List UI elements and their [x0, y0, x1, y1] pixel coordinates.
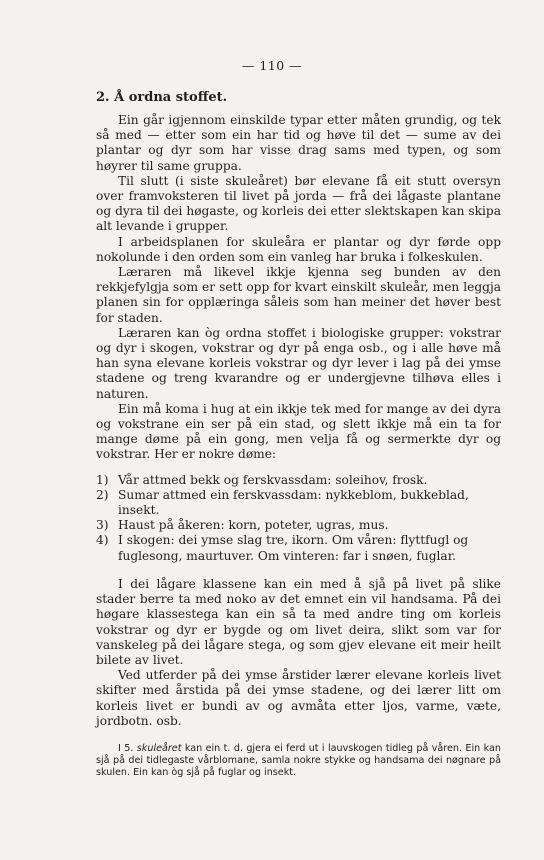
list-item — [96, 518, 501, 533]
list-item — [96, 473, 501, 488]
footnote — [96, 743, 501, 780]
list-number: 4) — [96, 533, 109, 548]
list-item — [96, 533, 501, 563]
footnote-term: skuleåret — [136, 742, 182, 754]
paragraph: Ein går igjennom einskilde typar etter måten grundig, og tek så med — etter som ein har tid og høve til det — sume av dei plantar og dyr som har visse drag sams med typen, og som høyrer til same gruppa. — [96, 113, 501, 173]
list-text: Haust på åkeren: korn, poteter, ugras, mus. — [118, 518, 389, 533]
list-number: 1) — [96, 472, 109, 487]
list-text: I skogen: dei ymse slag tre, ikorn. Om våren: flyttfugl og fuglesong, maurtuver. Om vinteren: far i snøen, fuglar. — [118, 533, 469, 563]
footnote-text: kan ein t. d. gjera ei ferd ut i lauvskogen tidleg på våren. Ein kan sjå på dei tidlegaste vårblomane, samla nokre stykke og handsama dei nøgnare på skulen. Ein kan òg sjå på fuglar og insekt. — [96, 742, 501, 779]
footnote-prefix: I 5. — [118, 742, 134, 754]
paragraph: I arbeidsplanen for skuleåra er plantar og dyr førde opp nokolunde i den orden som ein vanleg har bruka i folkeskulen. — [96, 234, 501, 264]
example-list — [96, 473, 501, 564]
paragraph: Læraren må likevel ikkje kjenna seg bunden av den rekkjefylgja som er sett opp for kvart einskilt skuleår, men leggja planen sin for opplæringa såleis som han meiner det høver best for staden. — [96, 265, 501, 325]
list-number: 3) — [96, 518, 109, 533]
list-text: Sumar attmed ein ferskvassdam: nykkeblom, bukkeblad, insekt. — [118, 487, 469, 518]
paragraph: Læraren kan òg ordna stoffet i biologiske grupper: vokstrar og dyr i skogen, vokstrar og dyr på enga osb., og i alle høve må han syna elevane korleis vokstrar og dyr lever i lag på dei ymse stadene og treng kvarandre og er undergjevne tilhøva elles i naturen. — [96, 325, 501, 401]
page-body — [96, 90, 501, 780]
paragraph: Ved utferder på dei ymse årstider lærer elevane korleis livet skifter med årstida på dei ymse stadene, og dei lærer litt om korleis livet er bundi av og avmåta etter ljos, varme, væte, jordbotn. osb. — [96, 668, 501, 728]
list-number: 2) — [96, 487, 109, 502]
list-item — [96, 488, 501, 518]
paragraph: Til slutt (i siste skuleåret) bør elevane få eit stutt oversyn over framvoksteren til livet på jorda — frå dei lågaste plantane og dyra til dei høgaste, og korleis dei etter slektskapen kan skipa alt levande i grupper. — [96, 173, 501, 234]
list-text: Vår attmed bekk og ferskvassdam: soleihov, frosk. — [118, 472, 428, 487]
paragraph: Ein må koma i hug at ein ikkje tek med for mange av dei dyra og vokstrane ein ser på ein stad, og slett ikkje må ein ta for mange døme på ein gong, men velja få og sermerkte dyr og vokstrar. Her er nokre døme: — [96, 401, 501, 462]
paragraph: I dei lågare klassene kan ein med å sjå på livet på slike stader berre ta med noko av det emnet ein vil handsama. På dei høgare klassestega kan ein så ta med andre ting om korleis vokstrar og dyr er bygde og om livet deira, slikt som var for vanskeleg på dei lågare stega, og som gjev elevane eit meir heilt bilete av livet. — [96, 576, 501, 667]
page-number: — 110 — — [241, 58, 303, 73]
section-heading: 2. Å ordna stoffet. — [96, 90, 228, 105]
